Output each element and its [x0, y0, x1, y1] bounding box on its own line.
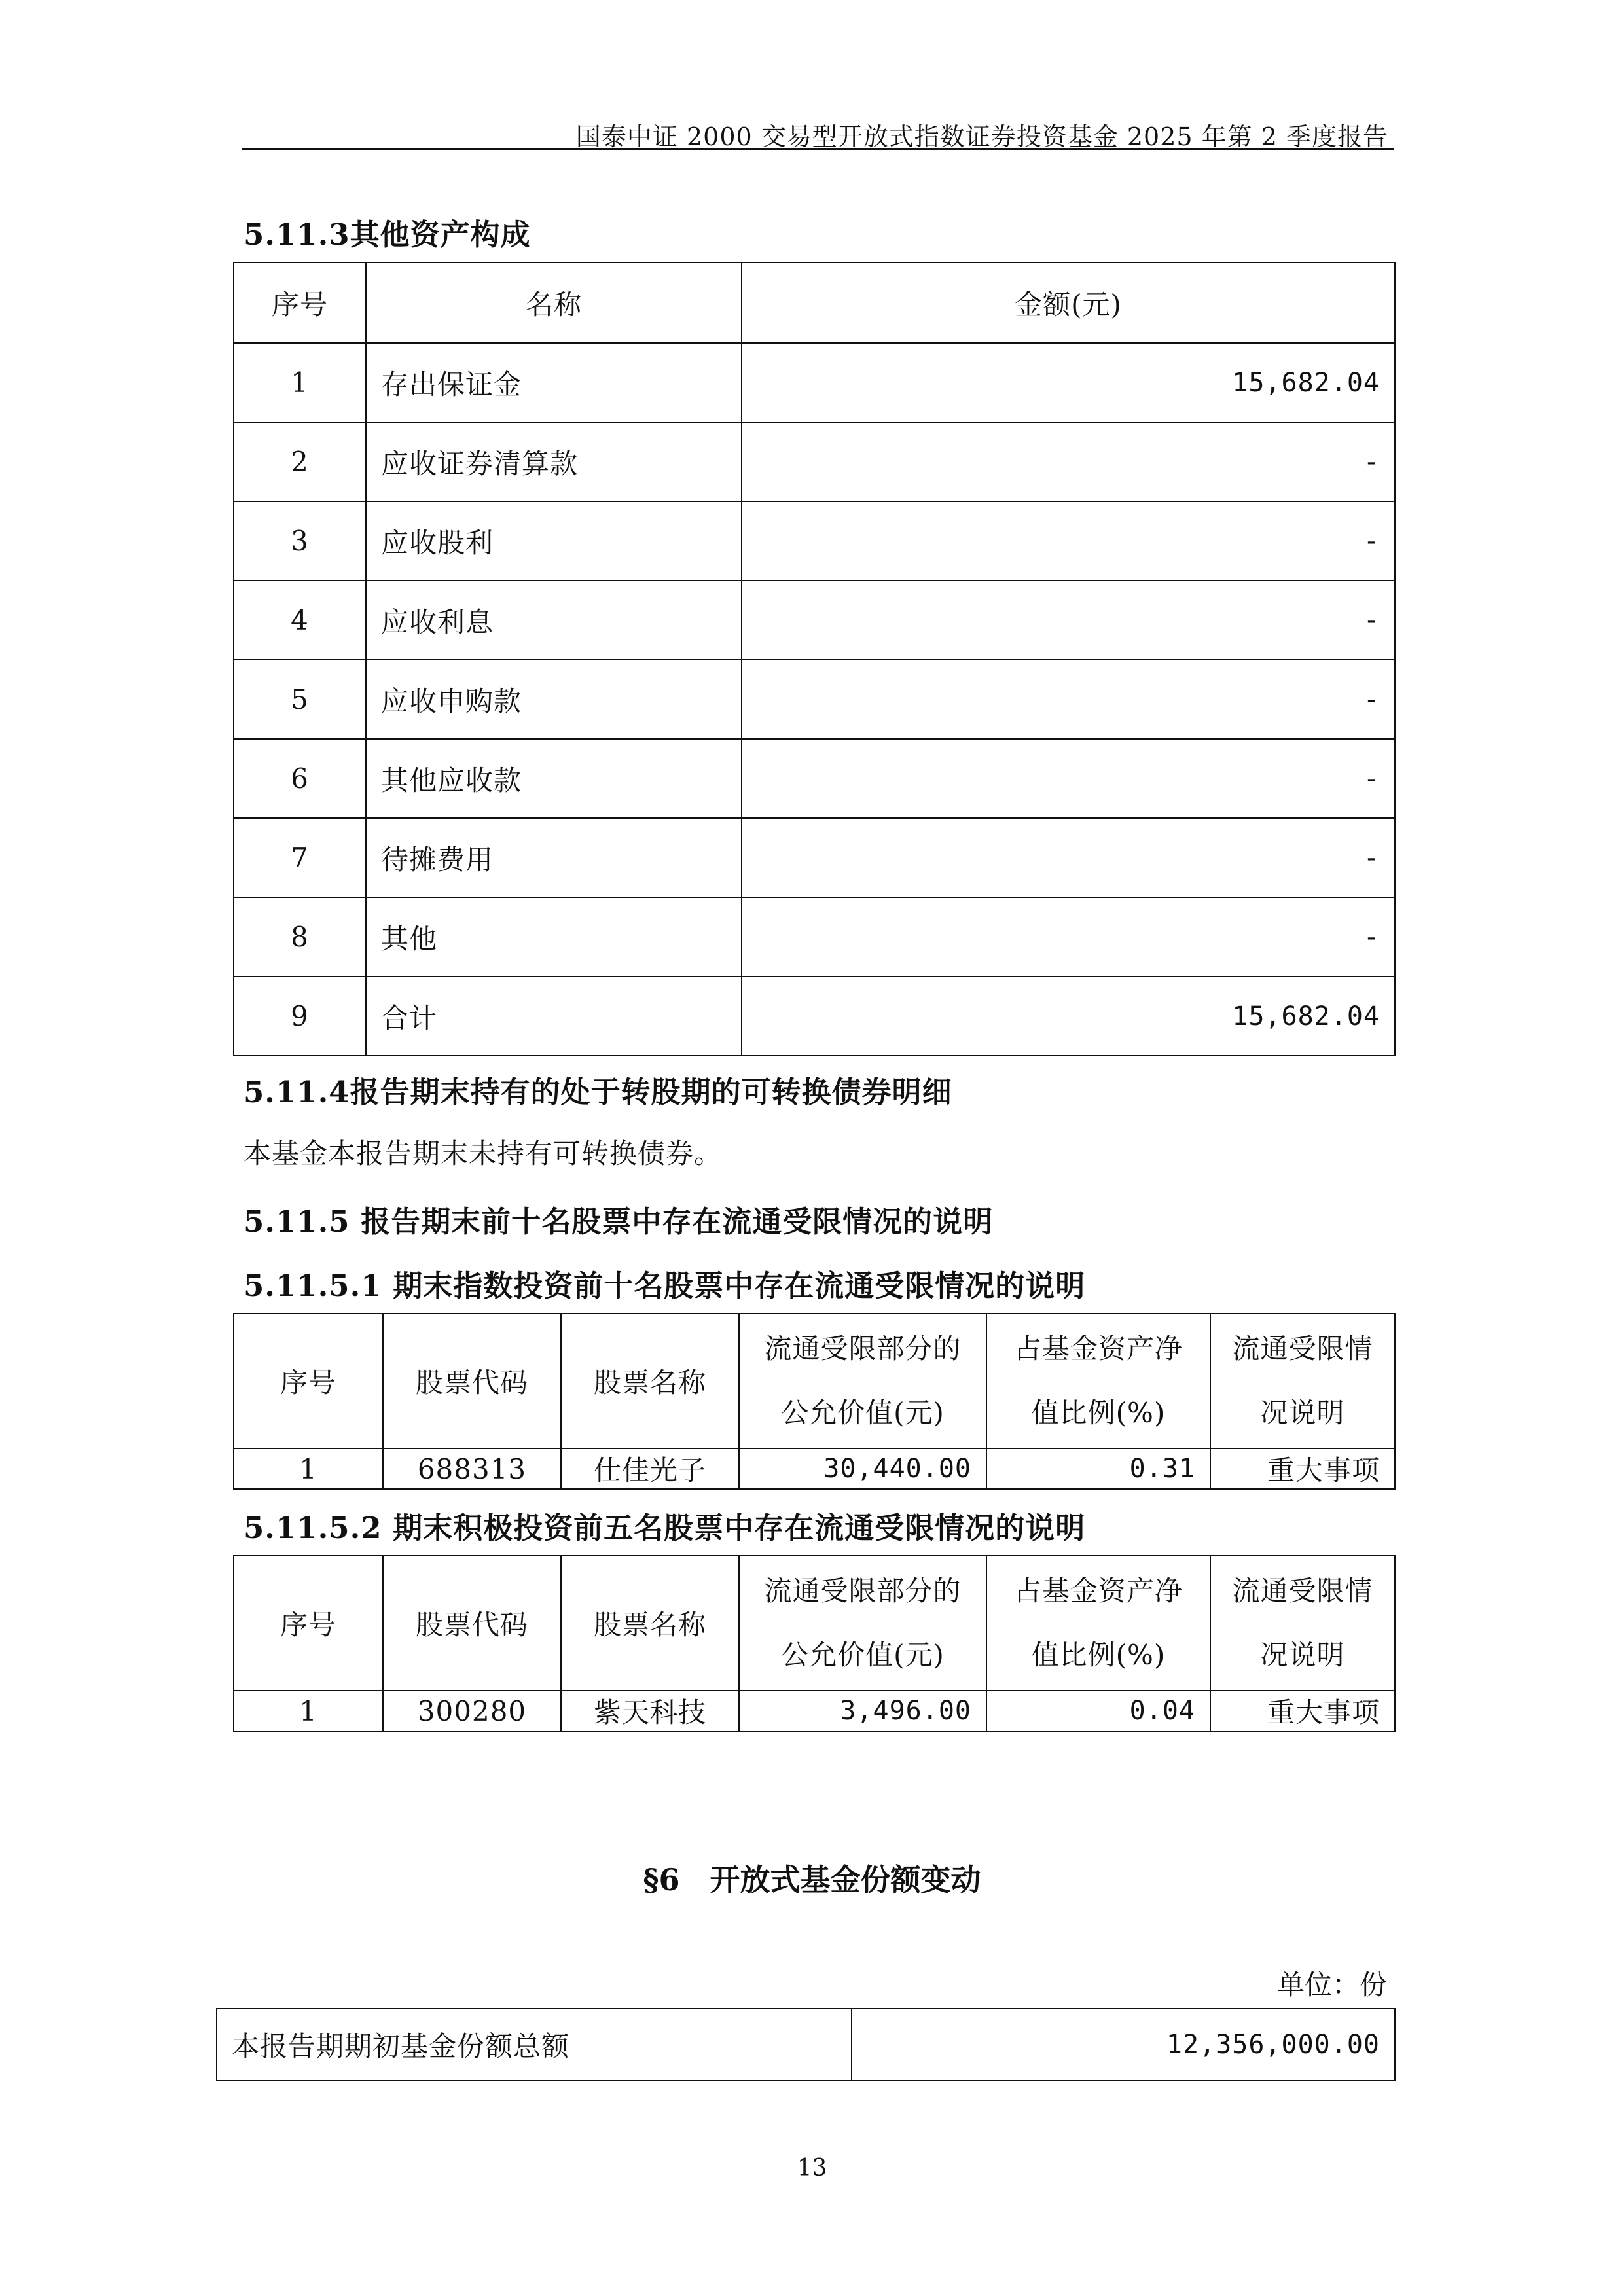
asset-name: 待摊费用	[366, 818, 742, 897]
table-row	[234, 1448, 1395, 1489]
table-row	[234, 660, 1395, 739]
asset-name: 应收证券清算款	[366, 422, 742, 501]
section-6-title: §6 开放式基金份额变动	[643, 1862, 981, 1897]
table-row	[234, 343, 1395, 422]
page-header-title: 国泰中证 2000 交易型开放式指数证券投资基金 2025 年第 2 季度报告	[575, 122, 1388, 151]
table-row	[234, 977, 1395, 1056]
table-header-row	[234, 1314, 1395, 1448]
asset-amount: -	[742, 739, 1395, 818]
row-number: 2	[234, 422, 366, 501]
column-header: 占基金资产净值比例(%)	[986, 1314, 1210, 1448]
column-header: 流通受限情况说明	[1210, 1556, 1395, 1691]
table-row	[234, 581, 1395, 660]
stock-name: 紫天科技	[561, 1691, 739, 1731]
column-header: 名称	[366, 262, 742, 343]
column-header: 股票名称	[561, 1314, 739, 1448]
section-5-11-4-text: 本基金本报告期末未持有可转换债券。	[244, 1138, 723, 1170]
column-header: 序号	[234, 262, 366, 343]
column-header: 序号	[234, 1556, 383, 1691]
table-row	[234, 1691, 1395, 1731]
header-divider	[242, 148, 1394, 150]
asset-amount: 15,682.04	[742, 343, 1395, 422]
asset-name: 应收利息	[366, 581, 742, 660]
asset-name: 存出保证金	[366, 343, 742, 422]
column-header: 金额(元)	[742, 262, 1395, 343]
table-row	[217, 2009, 1395, 2081]
row-number: 1	[234, 343, 366, 422]
table-row	[234, 818, 1395, 897]
asset-amount: -	[742, 818, 1395, 897]
row-number: 1	[234, 1691, 383, 1731]
restriction-note: 重大事项	[1210, 1448, 1395, 1489]
stock-code: 300280	[383, 1691, 561, 1731]
asset-name: 应收股利	[366, 501, 742, 581]
row-number: 1	[234, 1448, 383, 1489]
asset-name: 应收申购款	[366, 660, 742, 739]
row-number: 6	[234, 739, 366, 818]
row-number: 7	[234, 818, 366, 897]
nav-ratio: 0.31	[986, 1448, 1210, 1489]
row-number: 5	[234, 660, 366, 739]
column-header: 股票代码	[383, 1556, 561, 1691]
row-number: 8	[234, 897, 366, 977]
row-number: 9	[234, 977, 366, 1056]
active-investment-restricted-stocks-table	[233, 1555, 1396, 1732]
column-header: 股票名称	[561, 1556, 739, 1691]
asset-amount: -	[742, 897, 1395, 977]
asset-amount: -	[742, 581, 1395, 660]
section-5-11-3-heading: 5.11.3其他资产构成	[244, 217, 531, 252]
unit-label: 单位：份	[1276, 1969, 1387, 2001]
asset-amount: 15,682.04	[742, 977, 1395, 1056]
restriction-note: 重大事项	[1210, 1691, 1395, 1731]
section-5-11-4-heading: 5.11.4报告期末持有的处于转股期的可转换债券明细	[244, 1075, 952, 1109]
stock-code: 688313	[383, 1448, 561, 1489]
asset-name: 其他	[366, 897, 742, 977]
section-5-11-5-2-heading: 5.11.5.2 期末积极投资前五名股票中存在流通受限情况的说明	[244, 1511, 1086, 1545]
column-header: 流通受限部分的公允价值(元)	[739, 1314, 986, 1448]
other-assets-table	[233, 262, 1396, 1056]
index-investment-restricted-stocks-table	[233, 1313, 1396, 1490]
column-header: 占基金资产净值比例(%)	[986, 1556, 1210, 1691]
row-number: 3	[234, 501, 366, 581]
table-row	[234, 739, 1395, 818]
column-header: 序号	[234, 1314, 383, 1448]
table-header-row	[234, 262, 1395, 343]
asset-amount: -	[742, 422, 1395, 501]
table-row	[234, 422, 1395, 501]
asset-name: 其他应收款	[366, 739, 742, 818]
restricted-fair-value: 30,440.00	[739, 1448, 986, 1489]
restricted-fair-value: 3,496.00	[739, 1691, 986, 1731]
column-header: 流通受限情况说明	[1210, 1314, 1395, 1448]
table-header-row	[234, 1556, 1395, 1691]
asset-amount: -	[742, 660, 1395, 739]
nav-ratio: 0.04	[986, 1691, 1210, 1731]
section-5-11-5-1-heading: 5.11.5.1 期末指数投资前十名股票中存在流通受限情况的说明	[244, 1268, 1086, 1303]
asset-name: 合计	[366, 977, 742, 1056]
column-header: 流通受限部分的公允价值(元)	[739, 1556, 986, 1691]
fund-share-change-table	[216, 2008, 1396, 2081]
asset-amount: -	[742, 501, 1395, 581]
table-row	[234, 501, 1395, 581]
share-item-label: 本报告期期初基金份额总额	[217, 2009, 852, 2081]
row-number: 4	[234, 581, 366, 660]
table-row	[234, 897, 1395, 977]
column-header: 股票代码	[383, 1314, 561, 1448]
share-item-value: 12,356,000.00	[852, 2009, 1395, 2081]
page-number: 13	[797, 2155, 827, 2181]
section-5-11-5-heading: 5.11.5 报告期末前十名股票中存在流通受限情况的说明	[244, 1204, 994, 1239]
stock-name: 仕佳光子	[561, 1448, 739, 1489]
